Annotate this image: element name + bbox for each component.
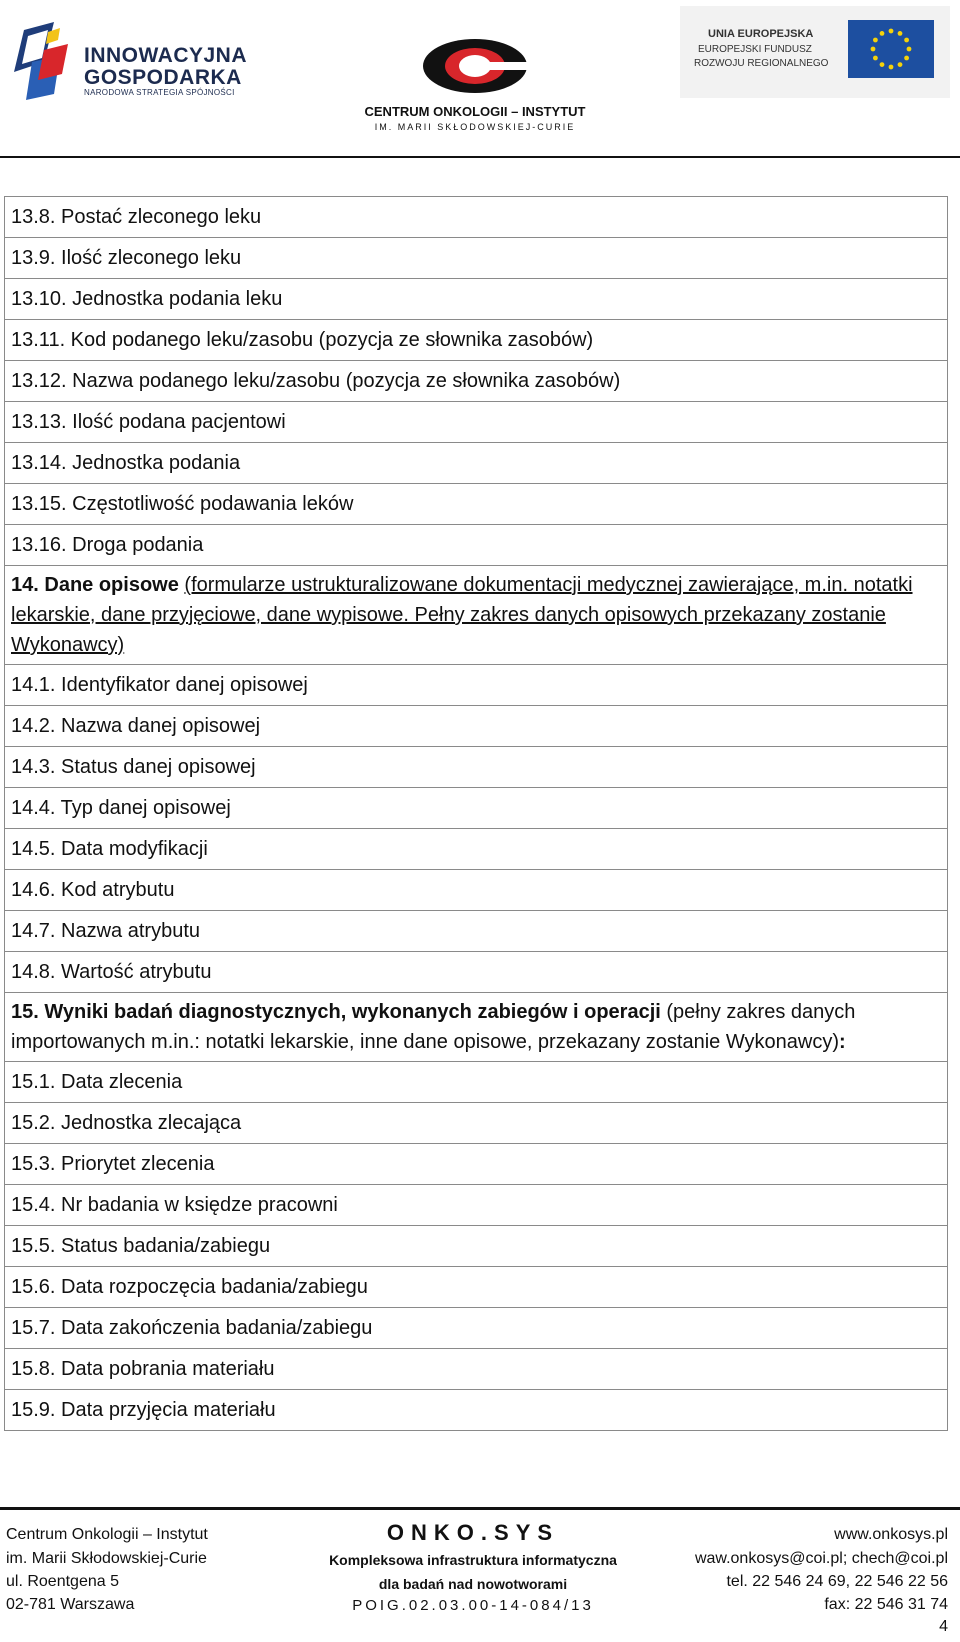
page-number: 4 [939,1618,948,1635]
row-text: 13.16. Droga podania [5,525,948,566]
onkosys-line1: Kompleksowa infrastruktura informatyczna [329,1552,617,1568]
onkosys-title: ONKO.SYS [386,1520,560,1545]
table-row [5,952,948,993]
footer-phone: tel. 22 546 24 69, 22 546 22 56 [726,1573,948,1590]
onkosys-line2: dla badań nad nowotworami [378,1576,568,1592]
section-14-number: 14. [11,574,39,596]
section-15-cell [5,993,948,1062]
row-text: 14.1. Identyfikator danej opisowej [5,665,948,706]
table-row [5,1144,948,1185]
ig-title-line1: INNOWACYJNA [84,44,248,67]
section-14-description: (formularze ustrukturalizowane dokumentacji medycznej zawierające, m.in. notatki lekarskie, dane przyjęciowe, dane wypisowe. Pełny zakres danych opisowych przekazany zostanie Wykonawcy) [11,574,913,656]
row-text: 13.10. Jednostka podania leku [5,279,948,320]
table-row [5,1103,948,1144]
row-text: 15.7. Data zakończenia badania/zabiegu [5,1308,948,1349]
table-row [5,402,948,443]
footer-address-line4: 02-781 Warszawa [6,1596,135,1613]
row-text: 14.4. Typ danej opisowej [5,788,948,829]
ue-title: UNIA EUROPEJSKA [708,28,814,40]
section-14-title: Dane opisowe [44,574,179,596]
row-text: 15.6. Data rozpoczęcia badania/zabiegu [5,1267,948,1308]
row-text: 15.1. Data zlecenia [5,1062,948,1103]
ue-line2: EUROPEJSKI FUNDUSZ [698,44,812,55]
row-text: 13.14. Jednostka podania [5,443,948,484]
row-text: 13.12. Nazwa podanego leku/zasobu (pozycja ze słownika zasobów) [5,361,948,402]
centrum-onkologii-logo [360,38,590,138]
table-row [5,484,948,525]
table-row [5,1226,948,1267]
footer-address-line3: ul. Roentgena 5 [6,1573,119,1590]
section-15-number: 15. [11,1001,39,1023]
table-row [5,361,948,402]
row-text: 15.4. Nr badania w księdze pracowni [5,1185,948,1226]
section-15-title: Wyniki badań diagnostycznych, wykonanych zabiegów i operacji [44,1001,661,1023]
table-row [5,238,948,279]
table-row [5,706,948,747]
row-text: 14.6. Kod atrybutu [5,870,948,911]
footer-divider [0,1507,960,1510]
table-row [5,911,948,952]
table-row [5,665,948,706]
table-row [5,197,948,238]
row-text: 13.9. Ilość zleconego leku [5,238,948,279]
row-text: 15.2. Jednostka zlecająca [5,1103,948,1144]
table-row [5,320,948,361]
row-text: 15.5. Status badania/zabiegu [5,1226,948,1267]
footer-fax: fax: 22 546 31 74 [824,1596,948,1613]
specification-table [4,196,948,1431]
row-text: 13.8. Postać zleconego leku [5,197,948,238]
table-row [5,747,948,788]
table-row [5,279,948,320]
footer-address-line2: im. Marii Skłodowskiej-Curie [6,1550,207,1567]
row-text: 15.9. Data przyjęcia materiału [5,1390,948,1431]
row-text: 13.15. Częstotliwość podawania leków [5,484,948,525]
project-code: POIG.02.03.00-14-084/13 [352,1597,594,1614]
row-text: 13.13. Ilość podana pacjentowi [5,402,948,443]
ue-line3: ROZWOJU REGIONALNEGO [694,58,829,69]
table-row [5,1267,948,1308]
table-row [5,788,948,829]
section-14-header-row [5,566,948,665]
table-row [5,1308,948,1349]
table-row [5,870,948,911]
unia-europejska-logo [680,6,950,98]
header-divider [0,156,960,158]
footer-emails: waw.onkosys@coi.pl; chech@coi.pl [694,1550,948,1567]
table-row [5,829,948,870]
section-15-description: (pełny zakres danych importowanych m.in.: notatki lekarskie, inne dane opisowe, przekazany zostanie Wykonawcy) [11,1001,856,1053]
table-row [5,443,948,484]
innowacyjna-gospodarka-logo [14,22,264,102]
ig-emblem-icon [14,22,76,102]
page-header [0,0,960,160]
row-text: 15.3. Priorytet zlecenia [5,1144,948,1185]
table-row [5,525,948,566]
footer-website: www.onkosys.pl [834,1526,948,1543]
section-14-cell [5,566,948,665]
row-text: 14.2. Nazwa danej opisowej [5,706,948,747]
co-title: CENTRUM ONKOLOGII – INSTYTUT [364,104,586,119]
row-text: 14.5. Data modyfikacji [5,829,948,870]
section-15-colon: : [839,1031,846,1053]
ig-title-line2: GOSPODARKA [84,66,242,89]
row-text: 13.11. Kod podanego leku/zasobu (pozycja ze słownika zasobów) [5,320,948,361]
eu-flag-icon [848,20,934,78]
table-row [5,1349,948,1390]
co-emblem-icon [420,38,530,98]
table-row [5,1185,948,1226]
co-subtitle: IM. MARII SKŁODOWSKIEJ-CURIE [374,122,576,132]
row-text: 14.8. Wartość atrybutu [5,952,948,993]
row-text: 14.3. Status danej opisowej [5,747,948,788]
section-15-header-row [5,993,948,1062]
row-text: 15.8. Data pobrania materiału [5,1349,948,1390]
ig-subtitle: NARODOWA STRATEGIA SPÓJNOŚCI [84,88,235,97]
table-row [5,1062,948,1103]
row-text: 14.7. Nazwa atrybutu [5,911,948,952]
table-row [5,1390,948,1431]
footer-address-line1: Centrum Onkologii – Instytut [6,1526,208,1543]
